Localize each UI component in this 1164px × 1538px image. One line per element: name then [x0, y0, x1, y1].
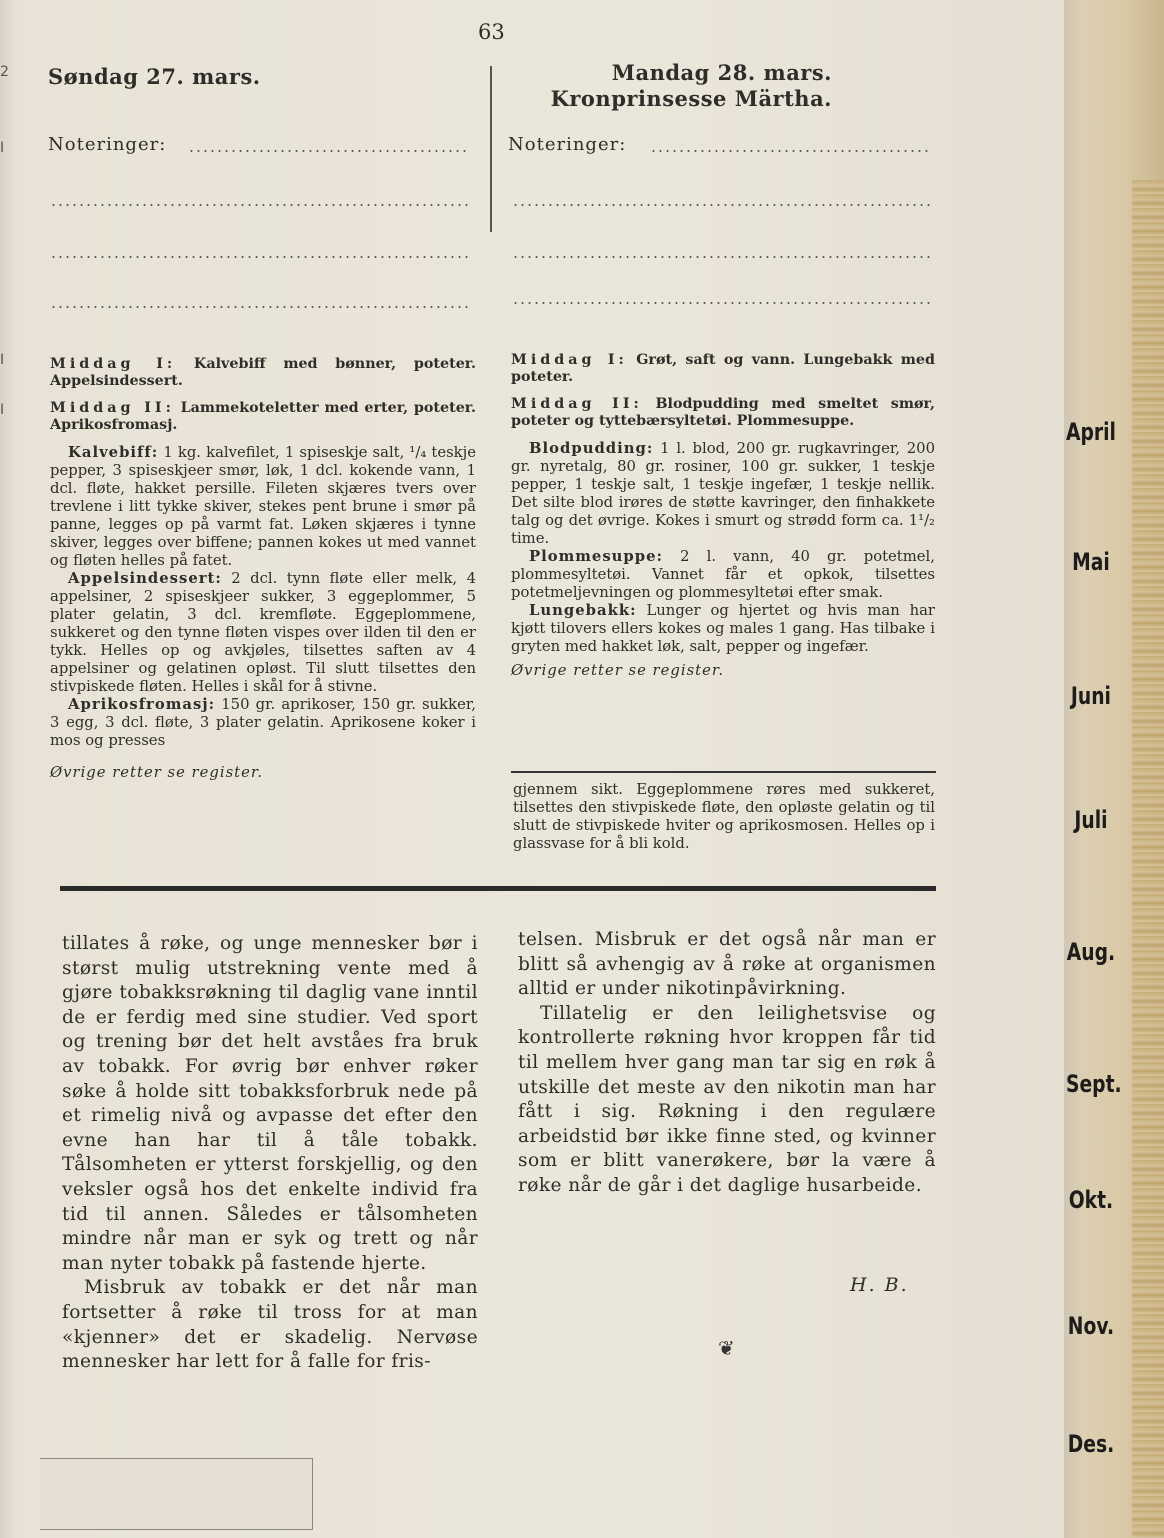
tab-juli[interactable]: Juli: [1074, 806, 1108, 834]
margin-mark: I: [0, 352, 5, 368]
tab-juni[interactable]: Juni: [1070, 682, 1111, 710]
essay-paragraph: tillates å røke, og unge mennesker bør i størst mulig utstrekning vente med å gjøre tobakksrøkning til daglig vane inntil de er ferdig med sine studier. Ved sport og trening bør det helt avståes fra bruk av tobakk. For øvrig bør enhver røker søke å holde sitt tobakksforbruk nede på et rimelig nivå og avpasse det efter den evne han har til å tåle tobakk. Tålsomheten er ytterst forskjellig, og den veksler også hos det enkelte individ fra tid til annen. Således er tålsomheten mindre når man er syk og trett og når man nyter tobakk på fastende hjerte.: [62, 933, 478, 1274]
tab-aug[interactable]: Aug.: [1066, 938, 1116, 966]
essay-paragraph: Tillatelig er den leilighetsvise og kontrollerte røkning hvor kroppen får tid til mellem hver gang man tar sig en røk å utskille det meste av den nikotin man har fått i sig. Røkning i den regulære arbeidstid bør ikke finne sted, og kvinner som er blitt vanerøkere, bør la være å røke når de går i det daglige husarbeide.: [518, 1002, 936, 1196]
notes-line: [512, 302, 932, 304]
recipe-plommesuppe: Plommesuppe: 2 l. vann, 40 gr. potetmel, plommesyltetøi. Vannet får et opkok, tilsettes potetmeljevningen og plommesyltetøi efter smak.: [511, 548, 935, 601]
essay-paragraph: Misbruk av tobakk er det når man fortsetter å røke til tross for at man «kjenner» det er skadelig. Nervøse mennesker har lett for å falle for fris-: [62, 1277, 478, 1373]
see-register-note: Øvrige retter se register.: [50, 764, 264, 781]
notes-line: [50, 256, 470, 258]
notes-line: [650, 150, 932, 152]
section-rule: [511, 771, 936, 773]
notes-line: [50, 306, 470, 308]
recipe-aprikosfromasj: Aprikosfromasj: 150 gr. aprikoser, 150 gr. sukker, 3 egg, 3 dcl. fløte, 3 plater gelatin. Aprikosene koker i mos og presses: [50, 696, 476, 749]
author-signature: H. B.: [850, 1274, 909, 1296]
ornament-icon: ❦: [718, 1336, 735, 1360]
right-day-name: Kronprinsesse Märtha.: [550, 86, 832, 111]
page-divider-rule: [60, 886, 936, 891]
column-divider: [490, 66, 492, 232]
essay-left-column: [62, 932, 478, 1375]
middag-1: Middag I: Grøt, saft og vann. Lungebakk med poteter.: [511, 352, 935, 385]
tab-nov[interactable]: Nov.: [1067, 1312, 1115, 1340]
recipe-continuation: [513, 781, 935, 853]
pasted-label: [40, 1458, 313, 1530]
month-tab-strip: [1064, 0, 1164, 1538]
recipe-blodpudding: Blodpudding: 1 l. blod, 200 gr. rugkavringer, 200 gr. nyretalg, 80 gr. rosiner, 100 gr. sukker, 1 teskje pepper, 1 teskje salt, 1 teskje ingefær, 1 teskje nellik. Det silte blod irøres de støtte kavringer, den finhakkete talg og det øvrige. Kokes i smurt og strødd form ca. 1¹/₂ time.: [511, 440, 935, 547]
tab-sept[interactable]: Sept.: [1066, 1070, 1122, 1098]
notes-line: [50, 204, 470, 206]
right-day-title: [551, 60, 832, 112]
page-number: 63: [478, 20, 505, 44]
see-register-note: Øvrige retter se register.: [511, 662, 725, 679]
notes-line: [512, 256, 932, 258]
recipe-lungebakk: Lungebakk: Lunger og hjertet og hvis man har kjøtt tilovers ellers kokes og males 1 gang. Has tilbake i gryten med hakket løk, salt, pepper og ingefær.: [511, 602, 935, 655]
right-day-date: Mandag 28. mars.: [611, 60, 832, 85]
recipe-kalvebiff: Kalvebiff: 1 kg. kalvefilet, 1 spiseskje salt, ¹/₄ teskje pepper, 3 spiseskjeer smør, løk, 1 dcl. kokende vann, 1 dcl. fløte, hakket persille. Fileten skjæres tvers over trevlene i litt tykke skiver, stekes pent brune i smør på panne, legges op på varmt fat. Løken skjæres i tynne skiver, legges over biffene; pannen kokes ut med vannet og fløten helles på fatet.: [50, 444, 476, 569]
recipe-appelsindessert: Appelsindessert: 2 dcl. tynn fløte eller melk, 4 appelsiner, 2 spiseskjeer sukker, 3 eggeplommer, 5 plater gelatin, 3 dcl. kremfløte. Eggeplommene, sukkeret og den tynne fløten vispes over ilden til den er tykk. Helles op og avkjøles, tilsettes saften av 4 appelsiner og gelatinen opløst. Til slutt tilsettes den stivpiskede fløten. Helles i skål for å stivne.: [50, 570, 476, 695]
left-recipe-column: [50, 356, 476, 782]
middag-1: Middag I: Kalvebiff med bønner, poteter. Appelsindessert.: [50, 356, 477, 389]
tab-april[interactable]: April: [1066, 418, 1116, 446]
page-edges: [1132, 180, 1164, 1538]
notes-line: [512, 204, 932, 206]
right-recipe-column: [511, 352, 935, 680]
essay-right-column: [518, 928, 936, 1199]
margin-mark: 2: [0, 64, 9, 80]
continuation-text: gjennem sikt. Eggeplommene røres med sukkeret, tilsettes den stivpiskede fløte, den opløste gelatin og til slutt de stivpiskede hviter og aprikosmosen. Helles op i glassvase for å bli kold.: [513, 781, 935, 852]
notes-line: [188, 150, 470, 152]
middag-2: Middag II: Lammekoteletter med erter, poteter. Aprikosfromasj.: [50, 400, 476, 433]
tab-mai[interactable]: Mai: [1072, 548, 1110, 576]
tab-okt[interactable]: Okt.: [1068, 1186, 1114, 1214]
left-notes-label: Noteringer:: [48, 134, 167, 155]
left-day-title: Søndag 27. mars.: [48, 64, 261, 89]
tab-des[interactable]: Des.: [1067, 1430, 1115, 1458]
essay-paragraph: telsen. Misbruk er det også når man er blitt så avhengig av å røke at organismen alltid er under nikotinpåvirkning.: [518, 929, 936, 1000]
margin-mark: I: [0, 140, 5, 156]
margin-mark: I: [0, 402, 5, 418]
right-notes-label: Noteringer:: [508, 134, 627, 155]
middag-2: Middag II: Blodpudding med smeltet smør, poteter og tyttebærsyltetøi. Plommesuppe.: [511, 396, 935, 429]
